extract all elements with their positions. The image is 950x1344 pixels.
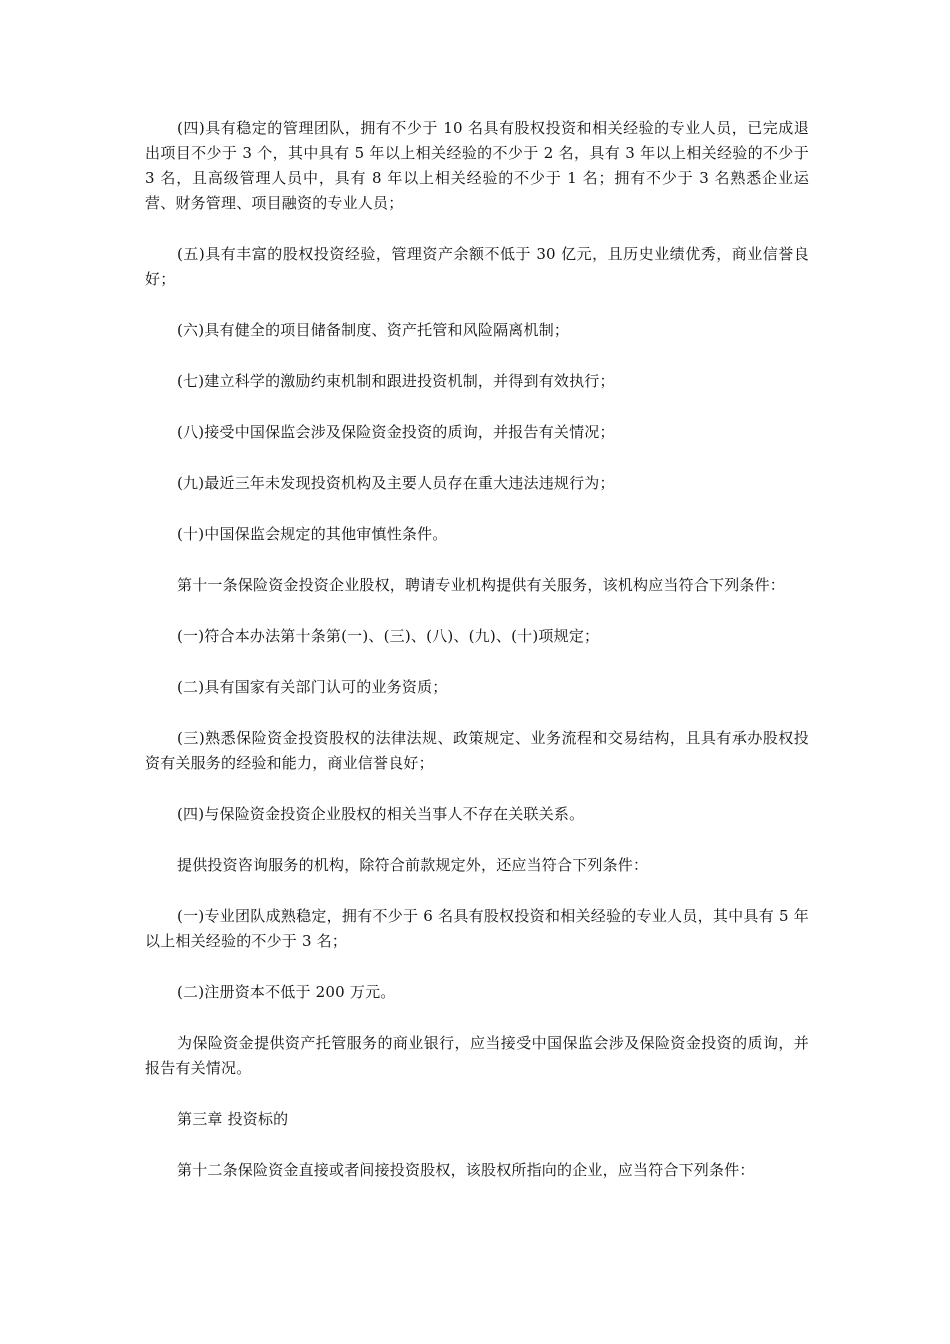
- article-11-item-2: (二)具有国家有关部门认可的业务资质；: [177, 678, 448, 696]
- article-11-item-4: (四)与保险资金投资企业股权的相关当事人不存在关联关系。: [177, 805, 585, 823]
- paragraph-9-no-violations: (九)最近三年未发现投资机构及主要人员存在重大违法违规行为；: [177, 474, 615, 492]
- custody-bank-paragraph: 为保险资金提供资产托管服务的商业银行，应当接受中国保监会涉及保险资金投资的质询，并报告有关情况。: [145, 1034, 809, 1077]
- paragraph-10-other-conditions: (十)中国保监会规定的其他审慎性条件。: [177, 525, 448, 543]
- paragraph-6-reserve-system: (六)具有健全的项目储备制度、资产托管和风险隔离机制；: [177, 321, 570, 339]
- advisory-item-2: (二)注册资本不低于 200 万元。: [177, 983, 396, 1001]
- article-12-heading: 第十二条保险资金直接或者间接投资股权，该股权所指向的企业，应当符合下列条件：: [177, 1161, 755, 1179]
- paragraph-7-incentive-mechanism: (七)建立科学的激励约束机制和跟进投资机制，并得到有效执行；: [177, 372, 615, 390]
- paragraph-4-management-team: (四)具有稳定的管理团队，拥有不少于 10 名具有股权投资和相关经验的专业人员，已完成退出项目不少于 3 个，其中具有 5 年以上相关经验的不少于 2 名，具有 3 年以上相关经验的不少于 3 名，且高级管理人员中，具有 8 年以上相关经验的不少于 1 名；拥有不少于 3 名熟悉企业运营、财务管理、项目融资的专业人员；: [145, 119, 809, 212]
- article-11-item-3: (三)熟悉保险资金投资股权的法律法规、政策规定、业务流程和交易结构，且具有承办股权投资有关服务的经验和能力，商业信誉良好；: [145, 729, 809, 772]
- paragraph-5-investment-experience: (五)具有丰富的股权投资经验，管理资产余额不低于 30 亿元，且历史业绩优秀，商业信誉良好；: [145, 245, 809, 288]
- advisory-conditions-intro: 提供投资咨询服务的机构，除符合前款规定外，还应当符合下列条件：: [177, 856, 649, 874]
- document-body: [145, 116, 809, 1209]
- article-11-item-1: (一)符合本办法第十条第(一)、(三)、(八)、(九)、(十)项规定；: [177, 627, 600, 645]
- chapter-3-heading: 第三章 投资标的: [177, 1110, 289, 1128]
- advisory-item-1: (一)专业团队成熟稳定，拥有不少于 6 名具有股权投资和相关经验的专业人员，其中具有 5 年以上相关经验的不少于 3 名；: [145, 907, 809, 950]
- article-11-heading: 第十一条保险资金投资企业股权，聘请专业机构提供有关服务，该机构应当符合下列条件：: [177, 576, 786, 594]
- paragraph-8-inquiry: (八)接受中国保监会涉及保险资金投资的质询，并报告有关情况；: [177, 423, 615, 441]
